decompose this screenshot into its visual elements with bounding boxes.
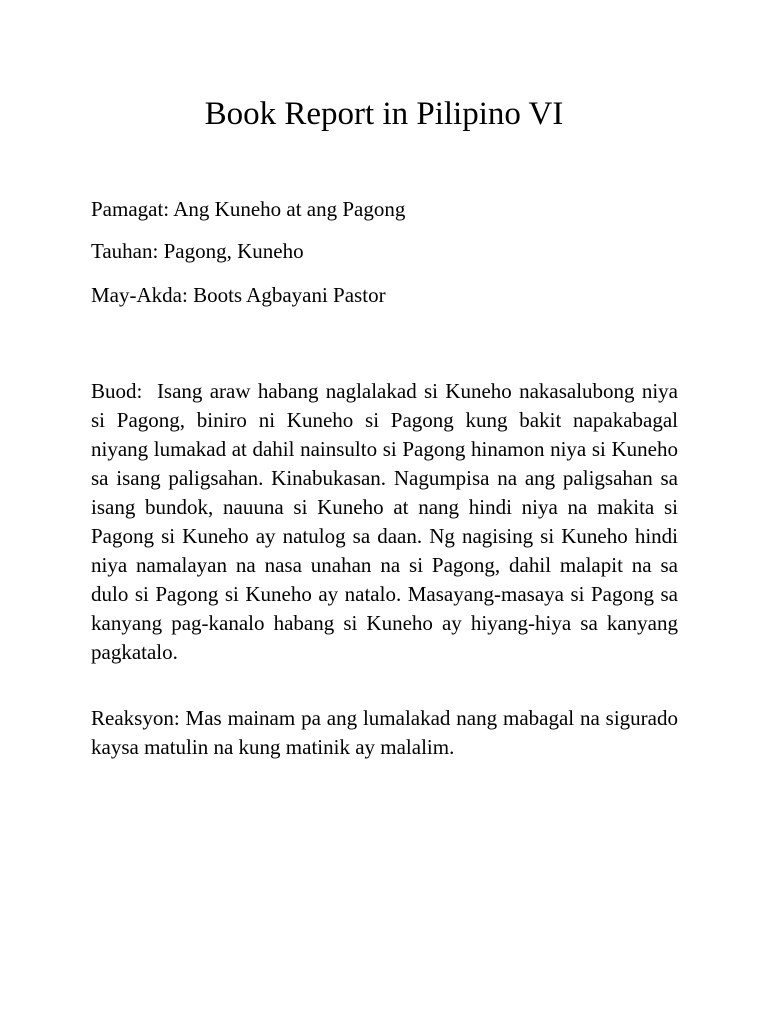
summary-paragraph <box>91 377 678 667</box>
field-tauhan-label: Tauhan: <box>91 239 159 263</box>
summary-label: Buod: <box>91 379 143 403</box>
field-pamagat-label: Pamagat: <box>91 197 170 221</box>
field-tauhan-value: Pagong, Kuneho <box>163 239 304 263</box>
field-may-akda-label: May-Akda: <box>91 283 188 307</box>
field-pamagat <box>91 195 681 223</box>
field-may-akda <box>91 281 681 309</box>
summary-text: Isang araw habang naglalakad si Kuneho nakasalubong niya si Pagong, biniro ni Kuneho si Pagong kung bakit napakabagal niyang lumakad at dahil nainsulto si Pagong hinamon niya si Kuneho sa isang paligsahan. Kinabukasan. Nagumpisa na ang paligsahan sa isang bundok, nauuna si Kuneho at nang hindi niya na makita si Pagong si Kuneho ay natulog sa daan. Ng nagising si Kuneho hindi niya namalayan na nasa unahan na si Pagong, dahil malapit na sa dulo si Pagong si Kuneho ay natalo. Masayang-masaya si Pagong sa kanyang pag-kanalo habang si Kuneho ay hiyang-hiya sa kanyang pagkatalo. <box>91 379 679 664</box>
field-pamagat-value: Ang Kuneho at ang Pagong <box>173 197 406 221</box>
field-tauhan <box>91 237 681 265</box>
field-may-akda-value: Boots Agbayani Pastor <box>193 283 386 307</box>
document-title: Book Report in Pilipino VI <box>204 96 564 132</box>
reaction-paragraph <box>91 704 678 762</box>
reaction-text: Mas mainam pa ang lumalakad nang mabagal na sigurado kaysa matulin na kung matinik ay malalim. <box>91 706 679 759</box>
reaction-label: Reaksyon: <box>91 706 180 730</box>
